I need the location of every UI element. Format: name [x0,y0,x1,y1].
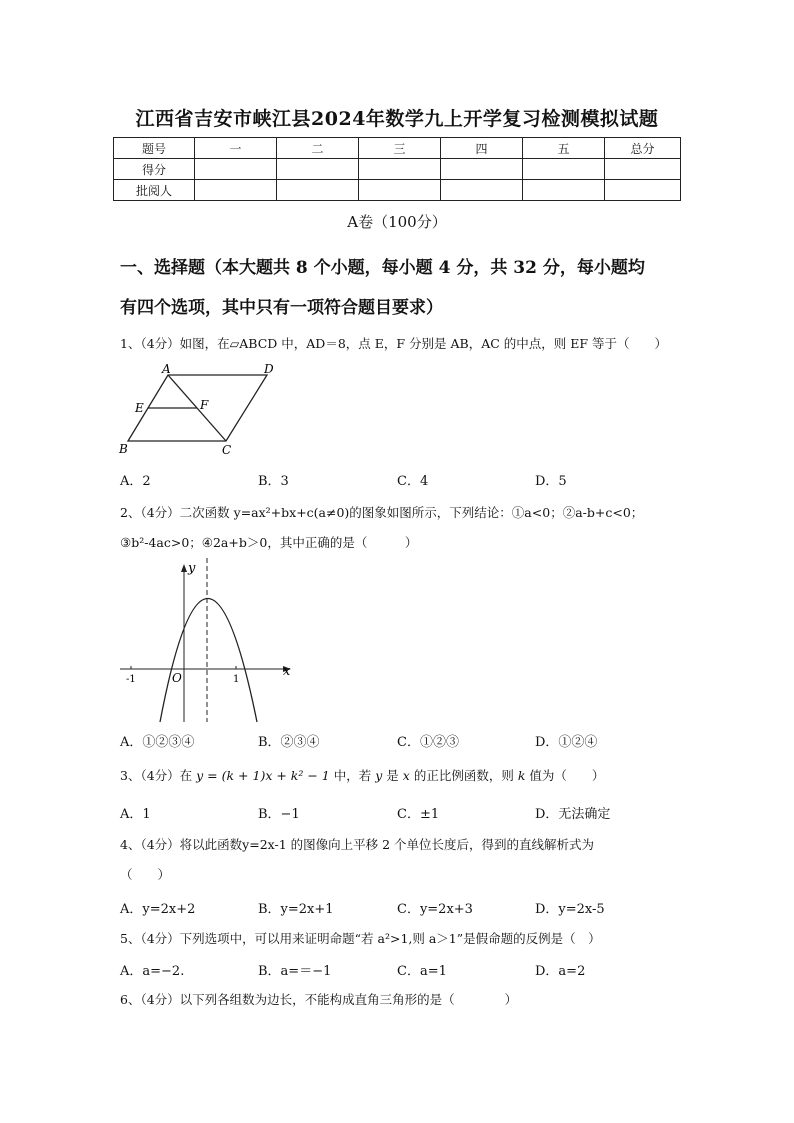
score-input-cell[interactable] [441,180,523,201]
q3-is: 是 [386,768,399,783]
q2-option-d[interactable]: D．①②④ [535,735,598,750]
x-label: x [283,664,291,679]
table-cell: 五 [523,138,605,159]
q1-option-c[interactable]: C．4 [397,474,429,489]
q3-var-y: y [375,768,383,783]
table-cell: 总分 [605,138,681,159]
q5-option-a[interactable]: A．a=−2. [120,964,185,979]
section-heading-line2: 有四个选项，其中只有一项符合题目要求） [120,298,443,318]
section-heading-line1: 一、选择题（本大题共 8 个小题，每小题 4 分，共 32 分，每小题均 [120,258,645,278]
q2-option-c[interactable]: C．①②③ [397,735,459,750]
label-b: B [119,442,128,456]
score-input-cell[interactable] [277,180,359,201]
q3-option-b[interactable]: B．−1 [258,807,300,822]
tick-label-neg-one: -1 [126,674,136,685]
table-row [114,180,681,201]
score-input-cell[interactable] [523,159,605,180]
q4-option-a[interactable]: A．y=2x+2 [120,902,196,917]
table-cell: 题号 [114,138,195,159]
question-4-text-line1: 4、（4分）将以此函数y=2x-1 的图像向上平移 2 个单位长度后，得到的直线解析式为 [120,837,595,852]
q2-option-a[interactable]: A．①②③④ [120,735,195,750]
label-c: C [222,443,232,457]
question-4-text-line2: （ ） [120,867,171,882]
table-cell: 得分 [114,159,195,180]
q4-option-b[interactable]: B．y=2x+1 [258,902,334,917]
q1-option-a[interactable]: A．2 [120,474,151,489]
q3-prefix: 3、（4分）在 [120,768,193,783]
q3-middle: 中，若 [333,768,372,783]
y-axis-arrow [181,564,187,572]
page-title: 江西省吉安市峡江县2024年数学九上开学复习检测模拟试题 [135,108,659,130]
question-3-text [120,766,604,784]
score-input-cell[interactable] [359,159,441,180]
q3-end: 值为（ ） [529,768,605,783]
table-row [114,138,681,159]
label-d: D [264,362,274,376]
table-cell: 三 [359,138,441,159]
y-label: y [188,561,196,576]
q5-option-d[interactable]: D．a=2 [535,964,586,979]
label-a: A [162,362,171,376]
q1-option-b[interactable]: B．3 [258,474,289,489]
score-input-cell[interactable] [605,180,681,201]
q3-var-k: k [517,768,526,783]
score-input-cell[interactable] [523,180,605,201]
parabola-curve [160,599,257,723]
question-5-text: 5、（4分）下列选项中，可以用来证明命题“若 a²>1,则 a＞1”是假命题的反例是（ ） [120,931,601,946]
q2-option-b[interactable]: B．②③④ [258,735,320,750]
score-input-cell[interactable] [277,159,359,180]
score-input-cell[interactable] [441,159,523,180]
label-f: F [200,398,209,412]
score-input-cell[interactable] [605,159,681,180]
q3-formula: y = (k + 1)x + k² − 1 [196,768,330,783]
question-1-text: 1、（4分）如图，在▱ABCD 中，AD＝8，点 E，F 分别是 AB，AC 的中点，则 EF 等于（ ） [120,336,668,351]
score-table [113,137,681,201]
parabola-graph [115,558,305,726]
q3-var-x: x [402,768,410,783]
table-cell: 批阅人 [114,180,195,201]
origin-label: O [172,671,182,685]
question-6-text: 6、（4分）以下列各组数为边长，不能构成直角三角形的是（ ） [120,992,518,1007]
q3-option-c[interactable]: C．±1 [397,807,440,822]
score-input-cell[interactable] [359,180,441,201]
table-cell: 一 [195,138,277,159]
parallelogram-figure [112,362,282,458]
q4-option-d[interactable]: D．y=2x-5 [535,902,605,917]
q3-option-a[interactable]: A．1 [120,807,151,822]
label-e: E [135,401,144,415]
tick-label-one: 1 [233,674,240,685]
question-2-text-line1: 2、（4分）二次函数 y=ax²+bx+c(a≠0)的图象如图所示，下列结论：①a<0；②a-b+c<0； [120,505,644,520]
q3-option-d[interactable]: D．无法确定 [535,807,611,822]
score-input-cell[interactable] [195,180,277,201]
q5-option-c[interactable]: C．a=1 [397,964,447,979]
q1-option-d[interactable]: D．5 [535,474,567,489]
table-row [114,159,681,180]
section-a-heading: A卷（100分） [347,213,447,231]
table-cell: 四 [441,138,523,159]
q5-option-b[interactable]: B．a=＝−1 [258,964,332,979]
q3-suffix: 的正比例函数，则 [413,768,514,783]
question-2-text-line2: ③b²-4ac>0；④2a+b＞0，其中正确的是（ ） [120,535,418,550]
score-input-cell[interactable] [195,159,277,180]
q4-option-c[interactable]: C．y=2x+3 [397,902,473,917]
table-cell: 二 [277,138,359,159]
